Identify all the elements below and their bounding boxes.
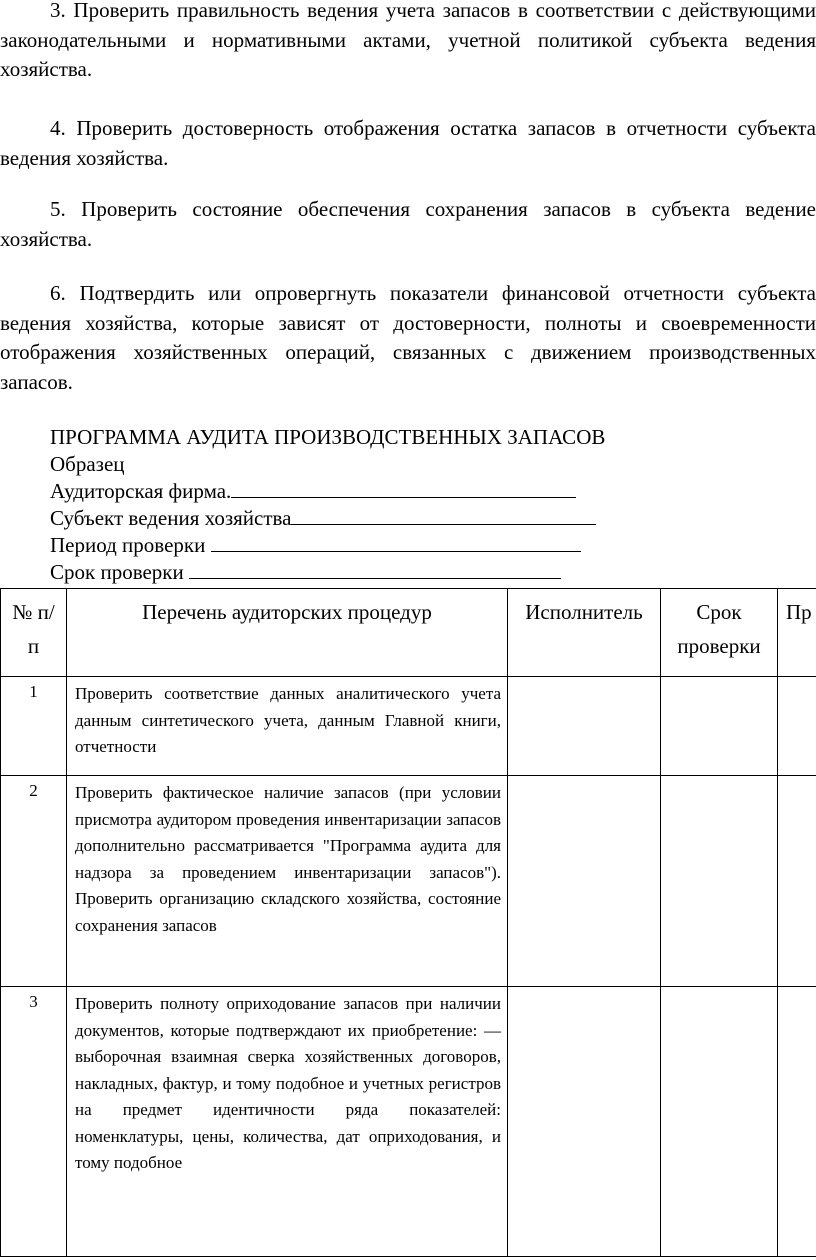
row-extra-cell <box>778 987 816 1257</box>
firm-label: Аудиторская фирма. <box>50 479 232 503</box>
header-executor: Исполнитель <box>508 589 661 677</box>
subject-label: Субъект ведения хозяйства <box>50 506 292 530</box>
row-extra-cell <box>778 677 816 776</box>
sample-label: Образец <box>50 452 125 476</box>
table-row <box>1 987 816 1257</box>
firm-line <box>50 478 605 505</box>
table-row <box>1 776 816 987</box>
subject-fill-line <box>291 505 596 525</box>
row-extra-cell <box>778 776 816 987</box>
row-term-cell <box>661 776 778 987</box>
row-number: 1 <box>1 677 67 776</box>
row-executor-cell <box>508 677 661 776</box>
header-procedures: Перечень аудиторских процедур <box>67 589 508 677</box>
period-line <box>50 532 605 559</box>
row-executor-cell <box>508 987 661 1257</box>
program-header <box>50 424 605 586</box>
audit-program-table <box>0 588 816 1257</box>
row-procedure: Проверить фактическое наличие запасов (при условии присмотра аудитором проведения инвентаризации запасов дополнительно рассматривается "Программа аудита для надзора за проведением инвентаризации запасов"). Проверить организацию складского хозяйства, состояние сохранения запасов <box>67 776 508 987</box>
header-num: № п/п <box>1 589 67 677</box>
paragraph-3: 3. Проверить правильность ведения учета запасов в соответствии с действующими законодательными и нормативными актами, учетной политикой субъекта ведения хозяйства. <box>0 0 816 81</box>
row-number: 3 <box>1 987 67 1257</box>
term-fill-line <box>189 559 561 579</box>
header-term: Срок проверки <box>661 589 778 677</box>
term-label: Срок проверки <box>50 560 184 584</box>
header-extra: Пр <box>778 589 816 677</box>
row-procedure: Проверить соответствие данных аналитического учета данным синтетического учета, данным Главной книги, отчетности <box>67 677 508 776</box>
paragraph-4: 4. Проверить достоверность отображения остатка запасов в отчетности субъекта ведения хозяйства. <box>0 116 816 170</box>
table-header-row <box>1 589 816 677</box>
row-term-cell <box>661 677 778 776</box>
firm-fill-line <box>231 478 576 498</box>
row-number: 2 <box>1 776 67 987</box>
subject-line <box>50 505 605 532</box>
period-label: Период проверки <box>50 533 206 557</box>
paragraph-6: 6. Подтвердить или опровергнуть показатели финансовой отчетности субъекта ведения хозяйства, которые зависят от достоверности, полноты и своевременности отображения хозяйственных операций, связанных с движением производственных запасов. <box>0 281 816 394</box>
table-row <box>1 677 816 776</box>
paragraph-5: 5. Проверить состояние обеспечения сохранения запасов в субъекта ведение хозяйства. <box>0 197 816 251</box>
row-term-cell <box>661 987 778 1257</box>
program-title: ПРОГРАММА АУДИТА ПРОИЗВОДСТВЕННЫХ ЗАПАСОВ <box>50 425 606 449</box>
term-line <box>50 559 605 586</box>
row-executor-cell <box>508 776 661 987</box>
row-procedure: Проверить полноту оприходование запасов при наличии документов, которые подтверждают их приобретение: — выборочная взаимная сверка хозяйственных договоров, накладных, фактур, и тому подобное и учетных регистров на предмет идентичности ряда показателей: номенклатуры, цены, количества, дат оприходования, и тому подобное <box>67 987 508 1257</box>
period-fill-line <box>211 532 581 552</box>
